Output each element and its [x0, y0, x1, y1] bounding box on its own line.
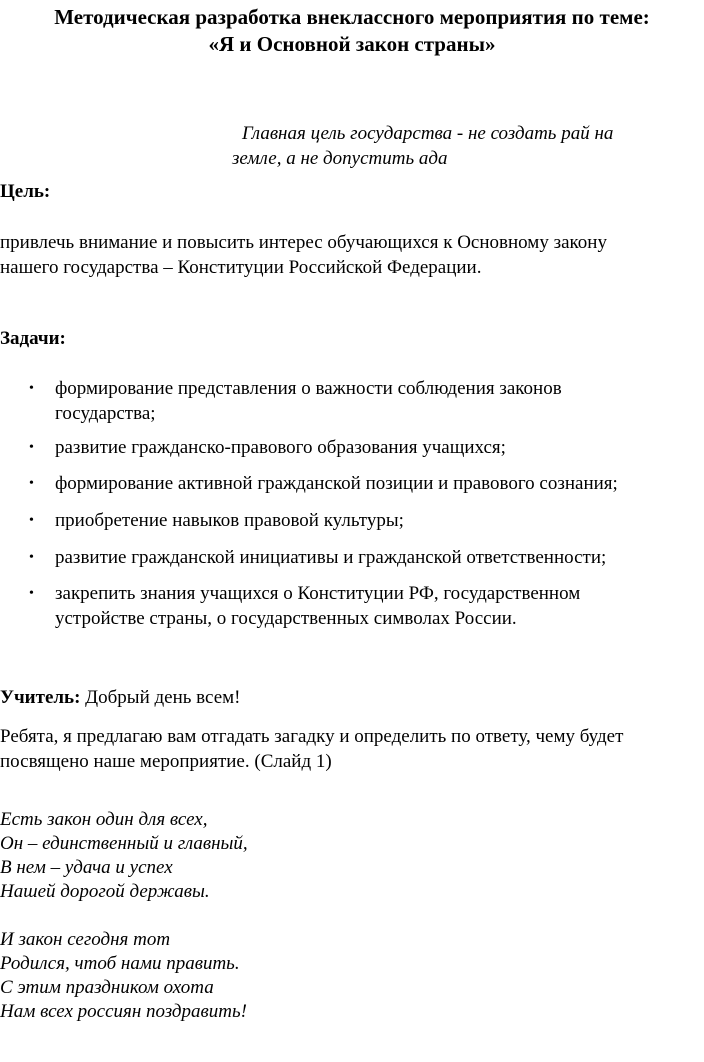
- poem-line: Нашей дорогой державы.: [0, 881, 210, 902]
- riddle-paragraph: [0, 724, 704, 774]
- goal-paragraph: [0, 230, 704, 280]
- bullet-icon: •: [29, 586, 34, 601]
- bullet-icon: •: [29, 550, 34, 565]
- poem-stanza-2: [0, 928, 247, 1024]
- goal-line: нашего государства – Конституции Российской Федерации.: [0, 257, 482, 278]
- epigraph-line: земле, а не допустить ада: [232, 148, 448, 169]
- teacher-label: Учитель:: [0, 687, 81, 708]
- tasks-list: [0, 376, 704, 631]
- task-text-line: развитие гражданско-правового образования учащихся;: [55, 437, 506, 458]
- riddle-line: посвящено наше мероприятие. (Слайд 1): [0, 751, 332, 772]
- bullet-icon: •: [29, 440, 34, 455]
- poem-line: И закон сегодня тот: [0, 929, 171, 950]
- task-item: [0, 545, 704, 570]
- goal-heading: Цель:: [0, 181, 51, 202]
- poem-line: В нем – удача и успех: [0, 857, 173, 878]
- poem-stanza-1: [0, 808, 248, 904]
- task-text-line: приобретение навыков правовой культуры;: [55, 510, 404, 531]
- poem-line: С этим праздником охота: [0, 977, 214, 998]
- task-item: [0, 435, 704, 460]
- epigraph: [232, 121, 692, 171]
- bullet-icon: •: [29, 381, 34, 396]
- tasks-heading: Задачи:: [0, 328, 66, 349]
- task-text-line: устройстве страны, о государственных символах России.: [55, 608, 517, 629]
- title-line: «Я и Основной закон страны»: [208, 32, 496, 56]
- task-text-line: закрепить знания учащихся о Конституции РФ, государственном: [55, 583, 581, 604]
- task-item: [0, 508, 704, 533]
- poem-line: Нам всех россиян поздравить!: [0, 1001, 247, 1022]
- poem-line: Родился, чтоб нами править.: [0, 953, 240, 974]
- bullet-icon: •: [29, 513, 34, 528]
- poem-line: Есть закон один для всех,: [0, 809, 208, 830]
- poem-line: Он – единственный и главный,: [0, 833, 248, 854]
- epigraph-line: Главная цель государства - не создать рай на: [242, 123, 614, 144]
- teacher-text: Добрый день всем!: [80, 687, 241, 708]
- task-text-line: государства;: [55, 403, 156, 424]
- task-text-line: развитие гражданской инициативы и гражданской ответственности;: [55, 547, 607, 568]
- bullet-icon: •: [29, 476, 34, 491]
- task-text-line: формирование активной гражданской позиции и правового сознания;: [55, 473, 618, 494]
- riddle-line: Ребята, я предлагаю вам отгадать загадку и определить по ответу, чему будет: [0, 726, 624, 747]
- document-title: [0, 4, 704, 58]
- task-text-line: формирование представления о важности соблюдения законов: [55, 378, 562, 399]
- title-line: Методическая разработка внеклассного мероприятия по теме:: [54, 5, 650, 29]
- task-item: [0, 471, 704, 496]
- task-item: [0, 581, 704, 631]
- teacher-line: [0, 686, 240, 710]
- task-item: [0, 376, 704, 426]
- goal-line: привлечь внимание и повысить интерес обучающихся к Основному закону: [0, 232, 607, 253]
